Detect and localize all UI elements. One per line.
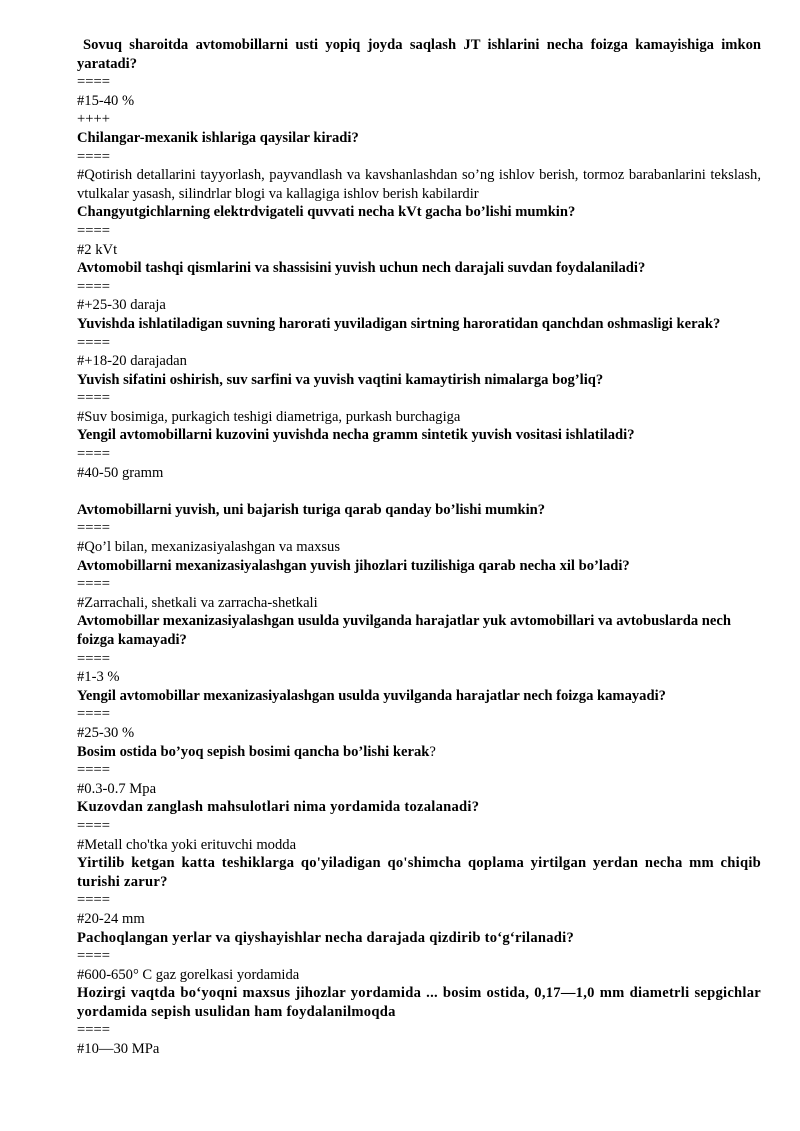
separator: ==== <box>77 1022 110 1039</box>
answer-14: #20-24 mm <box>77 910 145 927</box>
question-12 <box>77 743 761 762</box>
question-13: Kuzovdan zanglash mahsulotlari nima yordamida tozalanadi? <box>77 799 480 816</box>
answer-5: #+18-20 darajadan <box>77 353 187 370</box>
question-12-mark: ? <box>429 743 436 760</box>
answer-13: #Metall cho'tka yoki erituvchi modda <box>77 836 297 853</box>
separator: ==== <box>77 390 110 407</box>
question-9: Avtomobillarni mexanizasiyalashgan yuvish jihozlari tuzilishiga qarab necha xil bo’ladi? <box>77 557 630 574</box>
answer-2: #Qotirish detallarini tayyorlash, payvandlash va kavshanlashdan so’ng ishlov berish, tormoz barabanlarini tekslash, vtulkalar yasash, silindrlar blogi va kallagiga ishlov berish kabilardir <box>77 167 761 202</box>
question-11: Yengil avtomobillar mexanizasiyalashgan usulda yuvilganda harajatlar nech foizga kamayadi? <box>77 687 666 704</box>
separator-plus: ++++ <box>77 111 110 128</box>
answer-15: #600-650° C gaz gorelkasi yordamida <box>77 966 300 983</box>
answer-7: #40-50 gramm <box>77 464 164 481</box>
answer-16: #10—30 MPa <box>77 1041 160 1058</box>
answer-10: #1-3 % <box>77 669 120 686</box>
separator: ==== <box>77 446 110 463</box>
answer-8: #Qo’l bilan, mexanizasiyalashgan va maxsus <box>77 539 341 556</box>
separator: ==== <box>77 817 110 834</box>
separator: ==== <box>77 762 110 779</box>
answer-11: #25-30 % <box>77 724 135 741</box>
answer-4: #+25-30 daraja <box>77 297 166 314</box>
blank-line <box>77 482 761 501</box>
answer-6: #Suv bosimiga, purkagich teshigi diametriga, purkash burchagiga <box>77 408 461 425</box>
separator: ==== <box>77 706 110 723</box>
separator: ==== <box>77 892 110 909</box>
separator: ==== <box>77 278 110 295</box>
separator: ==== <box>77 222 110 239</box>
separator: ==== <box>77 334 110 351</box>
question-12-text: Bosim ostida bo’yoq sepish bosimi qancha bo’lishi kerak <box>77 743 430 760</box>
question-7: Yengil avtomobillarni kuzovini yuvishda necha gramm sintetik yuvish vositasi ishlatiladi? <box>77 427 635 444</box>
answer-12: #0.3-0.7 Mpa <box>77 780 157 797</box>
question-10: Avtomobillar mexanizasiyalashgan usulda yuvilganda harajatlar yuk avtomobillari va avtobuslarda nech foizga kamayadi? <box>77 613 731 648</box>
question-6: Yuvish sifatini oshirish, suv sarfini va yuvish vaqtini kamaytirish nimalarga bog’liq? <box>77 371 604 388</box>
separator: ==== <box>77 650 110 667</box>
separator: ==== <box>77 520 110 537</box>
separator: ==== <box>77 576 110 593</box>
question-15: Pachoqlangan yerlar va qiyshayishlar necha darajada qizdirib to‘g‘rilanadi? <box>77 929 575 946</box>
separator: ==== <box>77 74 110 91</box>
question-14: Yirtilib ketgan katta teshiklarga qo'yiladigan qo'shimcha qoplama yirtilgan yerdan necha mm chiqib turishi zarur? <box>77 855 761 890</box>
question-4: Avtomobil tashqi qismlarini va shassisini yuvish uchun nech darajali suvdan foydalaniladi? <box>77 260 646 277</box>
separator: ==== <box>77 148 110 165</box>
answer-9: #Zarrachali, shetkali va zarracha-shetkali <box>77 594 318 611</box>
answer-3: #2 kVt <box>77 241 118 258</box>
question-8: Avtomobillarni yuvish, uni bajarish turiga qarab qanday bo’lishi mumkin? <box>77 501 546 518</box>
question-1: Sovuq sharoitda avtomobillarni usti yopiq joyda saqlash JT ishlarini necha foizga kamayishiga imkon yaratadi? <box>77 37 761 72</box>
question-16: Hozirgi vaqtda bo‘yoqni maxsus jihozlar yordamida ... bosim ostida, 0,17—1,0 mm diametrli sepgichlar yordamida sepish usulidan ham foydalanilmoqda <box>77 985 761 1020</box>
question-2: Chilangar-mexanik ishlariga qaysilar kiradi? <box>77 129 359 146</box>
separator: ==== <box>77 948 110 965</box>
answer-1: #15-40 % <box>77 92 135 109</box>
question-3: Changyutgichlarning elektrdvigateli quvvati necha kVt gacha bo’lishi mumkin? <box>77 204 576 221</box>
question-5: Yuvishda ishlatiladigan suvning harorati yuviladigan sirtning haroratidan qanchdan oshmasligi kerak? <box>77 315 721 332</box>
document-page <box>77 36 761 1059</box>
